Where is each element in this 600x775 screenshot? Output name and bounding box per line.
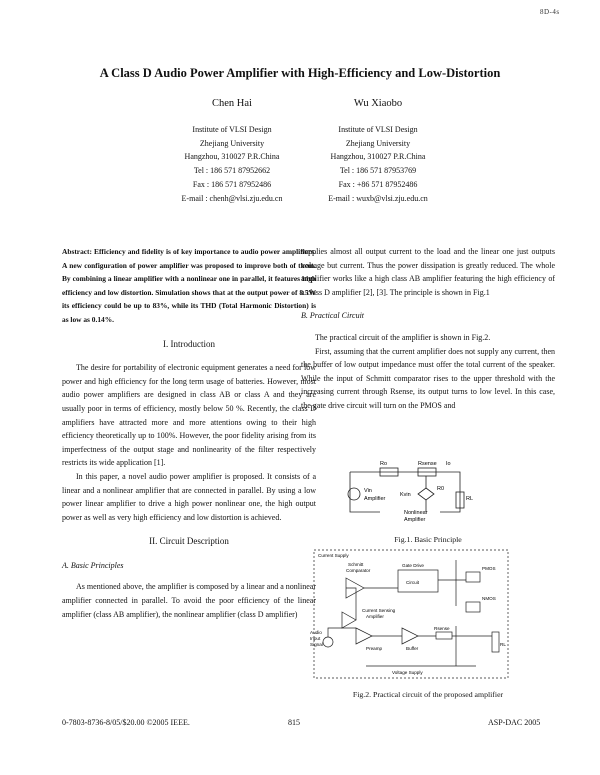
fig1-label: Ro (380, 461, 388, 467)
fig2-label: Voltage Supply (392, 670, 423, 675)
author-name: Chen Hai (212, 98, 252, 109)
figure-1-basic-principle (340, 452, 480, 532)
fig2-label: Comparator (346, 568, 371, 573)
figure-1-caption: Fig.1. Basic Principle (394, 535, 462, 544)
paragraph: In this paper, a novel audio power amplifier is proposed. It consists of a linear and a nonlinear amplifier that are connected in parallel. By using a low power linear amplifier to drive a high power nonlinear one, the high output power as well as very high efficiency and low distortion is achieved. (62, 471, 316, 522)
fig2-label: Buffer (406, 646, 419, 651)
fig2-input-source (323, 637, 333, 647)
author-line: Fax : +86 571 87952486 (338, 179, 418, 189)
right-column (301, 245, 555, 413)
section-heading-introduction: I. Introduction (163, 338, 215, 349)
paragraph: supplies almost all output current to the load and the linear one just outputs voltage but current. Thus the power dissipation is greatly reduced. The whole amplifier works like a high class AB amplifier featuring the high efficiency of a class D amplifier [2], [3]. The principle is shown in Fig.1 (301, 247, 555, 297)
paragraph: The practical circuit of the amplifier is shown in Fig.2. (315, 332, 491, 342)
fig2-label: Preamp (366, 646, 383, 651)
author-line: Zhejiang University (345, 138, 411, 148)
subsection-heading: A. Basic Principles (62, 560, 124, 570)
subsection-heading: B. Practical Circuit (301, 311, 365, 321)
fig1-label: Vin (364, 488, 372, 494)
fig2-buffer (402, 628, 418, 644)
fig1-label: R0 (437, 486, 445, 492)
author-name: Wu Xiaobo (353, 98, 403, 109)
author-line: Hangzhou, 310027 P.R.China (184, 152, 280, 162)
fig2-preamp (356, 628, 372, 644)
header-code: 8D-4s (540, 8, 560, 16)
fig1-label: Amplifier (404, 517, 426, 523)
footer-conference: ASP-DAC 2005 (488, 718, 541, 727)
fig2-label: Signal (310, 642, 323, 647)
figure-2-practical-circuit (306, 546, 516, 684)
fig2-pmos (466, 572, 480, 582)
author-line: Institute of VLSI Design (338, 124, 418, 134)
fig2-label: Amplifier (366, 614, 384, 619)
fig2-boundary (314, 550, 508, 678)
author-block-2 (278, 97, 478, 206)
fig1-label: Rsense (418, 461, 437, 467)
paragraph: First, assuming that the current amplifier does not supply any current, then the buffer of low output impedance must offer the total current of the speaker. While the input of Schmitt comparator rises to the upper threshold with the increasing current through Rsense, its output turns to low level. In this case, the gate drive circuit will turn on the PMOS and (301, 346, 555, 410)
paragraph: As mentioned above, the amplifier is composed by a linear and a nonlinear amplifier connected in parallel. To avoid the poor efficiency of the linear amplifier (class AB amplifier), the nonlinear amplifier (class D amplifier) (62, 582, 316, 619)
fig2-sense-amp (342, 612, 356, 628)
abstract: Abstract: Efficiency and fidelity is of key importance to audio power amplifiers. A new configuration of power amplifier was proposed to improve both of them. By combining a linear amplifier with a nonlinear one in parallel, it features high efficiency and low distortion. Simulation shows that at the output power of 8.5W its efficiency could be up to 83%, while its THD (Total Harmonic Distortion) is as low as 0.14%. (62, 247, 316, 324)
section-heading-circuit: II. Circuit Description (149, 536, 229, 547)
fig2-label: Circuit (406, 580, 420, 585)
fig2-label: PMOS (482, 566, 496, 571)
fig2-label: Current Sensing (362, 608, 396, 613)
footer-copyright: 0-7803-8736-8/05/$20.00 ©2005 IEEE. (62, 718, 190, 727)
fig2-rsense (436, 632, 452, 639)
fig2-label: RL (500, 642, 506, 647)
fig1-label: Kvin (400, 492, 411, 498)
fig2-label: Input (310, 636, 321, 641)
author-email: E-mail : wuxb@vlsi.zju.edu.cn (328, 193, 428, 203)
footer-page-number: 815 (288, 718, 300, 727)
author-line: Zhejiang University (199, 138, 265, 148)
fig2-rl (492, 632, 499, 652)
paragraph: The desire for portability of electronic equipment generates a need for low power and high efficiency for the long term usage of batteries. However, most audio power amplifiers are designed in class AB or class A and they are usually poor in terms of efficiency, mostly below 50 %. Recently, the class D amplifiers have attracted more and more attentions owing to their high efficiency theoretically up to 100%. However, the poor fidelity arising from its imperfectness of the output stage and nonlinearity of the filter respectively restricts its wide application [1]. (62, 363, 316, 468)
fig1-label: Amplifier (364, 496, 386, 502)
figure-2-caption: Fig.2. Practical circuit of the proposed amplifier (352, 690, 504, 699)
fig2-label: Current Supply (318, 553, 349, 558)
author-line: Fax : 186 571 87952486 (192, 179, 272, 189)
fig2-nmos (466, 602, 480, 612)
fig1-label: Io (446, 461, 451, 467)
author-email: E-mail : chenh@vlsi.zju.edu.cn (181, 193, 283, 203)
fig2-label: NMOS (482, 596, 496, 601)
fig2-label: Gate Drive (402, 563, 424, 568)
author-line: Tel : 186 571 87952662 (193, 166, 271, 176)
fig1-label: RL (466, 496, 474, 502)
fig1-label: Nonlinear (404, 510, 428, 516)
author-line: Institute of VLSI Design (192, 124, 272, 134)
fig2-wire (328, 580, 492, 637)
fig2-label: Schmitt (348, 562, 364, 567)
fig2-label: Rsense (434, 626, 450, 631)
author-line: Tel : 186 571 87953769 (339, 166, 417, 176)
paper-title: A Class D Audio Power Amplifier with High-Efficiency and Low-Distortion (99, 66, 501, 80)
fig1-current-source (418, 488, 434, 500)
author-line: Hangzhou, 310027 P.R.China (330, 152, 426, 162)
left-column (62, 245, 316, 621)
fig2-label: Audio (310, 630, 322, 635)
